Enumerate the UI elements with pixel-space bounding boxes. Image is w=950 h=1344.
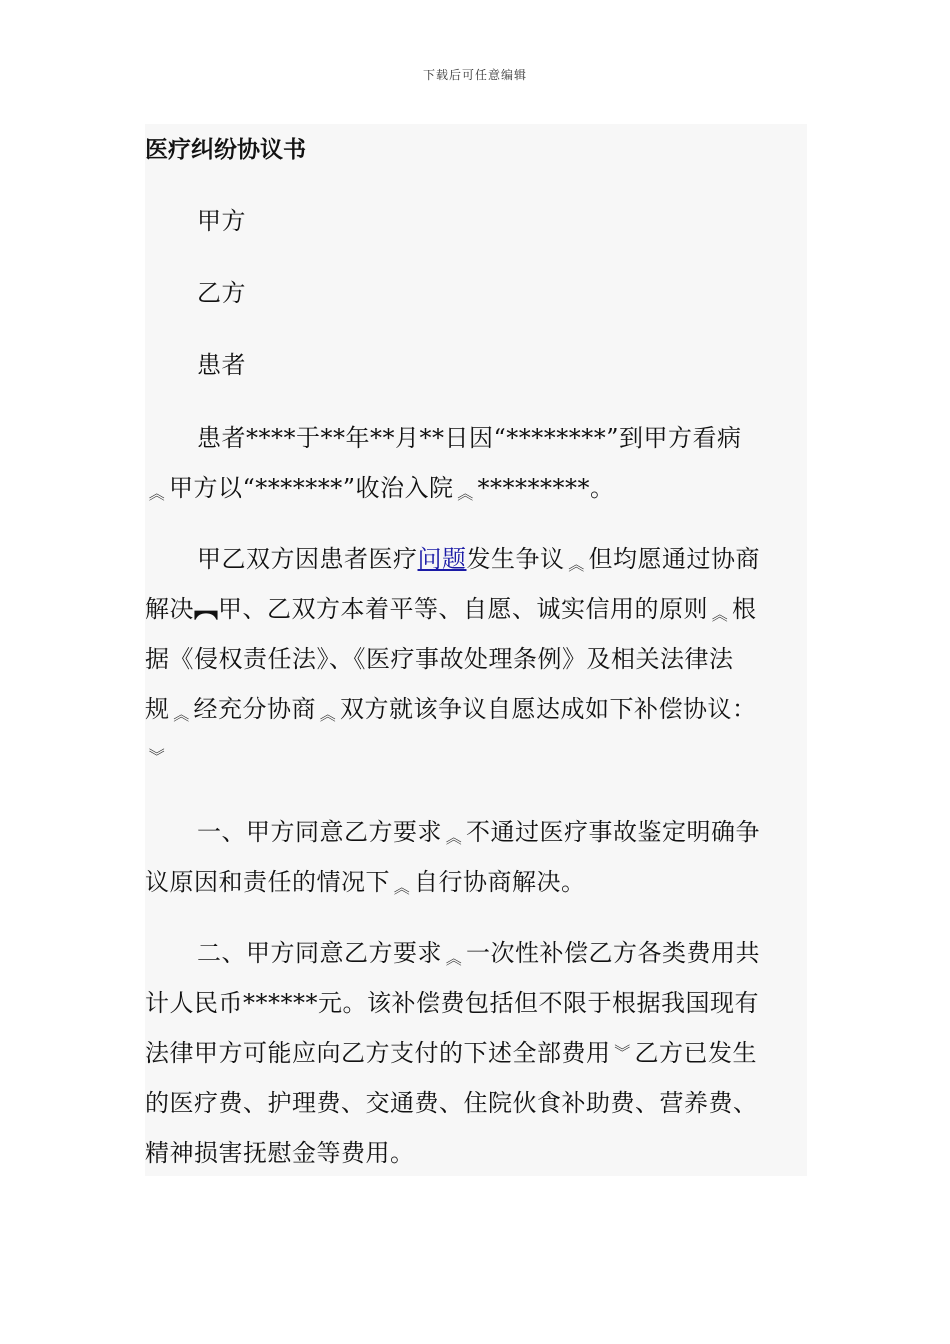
paragraph-3-line-2	[145, 866, 790, 900]
text-fragment: 发生争议	[466, 545, 565, 573]
text-fragment: 规	[145, 695, 170, 723]
text-fragment: *********。	[477, 474, 615, 502]
text-fragment: 但均愿通过协商	[588, 545, 760, 573]
glyph-bar-icon: ︻	[194, 594, 219, 623]
text-fragment: 法律甲方可能应向乙方支付的下述全部费用	[145, 1039, 611, 1067]
paragraph-4-line-5: 精神损害抚慰金等费用。	[145, 1139, 415, 1167]
paragraph-4-line-1	[197, 937, 842, 971]
glyph-up-icon: ︽	[457, 483, 474, 503]
paragraph-2-line-4	[145, 693, 790, 727]
glyph-up-icon: ︽	[445, 948, 463, 968]
glyph-up-icon: ︽	[319, 704, 337, 724]
paragraph-4-line-4: 的医疗费、护理费、交通费、住院伙食补助费、营养费、	[145, 1089, 758, 1117]
glyph-up-icon: ︽	[568, 554, 585, 574]
glyph-down-icon: ︾	[614, 1042, 631, 1062]
text-fragment: 一、甲方同意乙方要求	[197, 818, 442, 846]
party-b-label: 乙方	[197, 279, 246, 307]
patient-label: 患者	[197, 351, 246, 379]
text-fragment: 不通过医疗事故鉴定明确争	[466, 818, 760, 846]
text-fragment: 甲乙双方因患者医疗	[197, 545, 418, 573]
text-fragment: 乙方已发生	[634, 1039, 757, 1067]
paragraph-2-line-5	[145, 741, 790, 775]
text-fragment: 解决	[145, 595, 194, 623]
text-fragment: 一次性补偿乙方各类费用共	[466, 939, 760, 967]
party-a-label: 甲方	[197, 207, 246, 235]
paragraph-2-line-2	[145, 593, 790, 627]
text-fragment: 双方就该争议自愿达成如下补偿协议：	[340, 695, 757, 723]
paragraph-4-line-2: 计人民币******元。该补偿费包括但不限于根据我国现有	[145, 989, 759, 1017]
text-fragment: 甲方以“*******”收治入院	[169, 474, 454, 502]
glyph-up-icon: ︽	[711, 604, 729, 624]
glyph-down-icon: ︾	[148, 746, 166, 766]
paragraph-2-line-3: 据《侵权责任法》、《医疗事故处理条例》及相关法律法	[145, 645, 734, 673]
text-fragment: 议原因和责任的情况下	[145, 868, 390, 896]
text-fragment: 二、甲方同意乙方要求	[197, 939, 442, 967]
document-title: 医疗纠纷协议书	[145, 136, 306, 163]
problem-link[interactable]: 问题	[417, 545, 467, 573]
paragraph-3-line-1	[197, 816, 842, 850]
paragraph-2-line-1	[197, 543, 842, 577]
text-fragment: 甲、乙双方本着平等、自愿、诚实信用的原则	[218, 595, 708, 623]
paragraph-4-line-3	[145, 1037, 790, 1071]
page-header: 下载后可任意编辑	[422, 68, 527, 82]
glyph-up-icon: ︽	[173, 704, 190, 724]
glyph-up-icon: ︽	[445, 827, 463, 847]
glyph-up-icon: ︽	[148, 483, 166, 503]
text-fragment: 经充分协商	[193, 695, 316, 723]
text-fragment: 根	[732, 595, 757, 623]
paragraph-1-line-2	[145, 472, 790, 506]
paragraph-1-line-1: 患者****于**年**月**日因“********”到甲方看病	[197, 424, 742, 452]
glyph-up-icon: ︽	[393, 877, 411, 897]
text-fragment: 自行协商解决。	[414, 868, 586, 896]
